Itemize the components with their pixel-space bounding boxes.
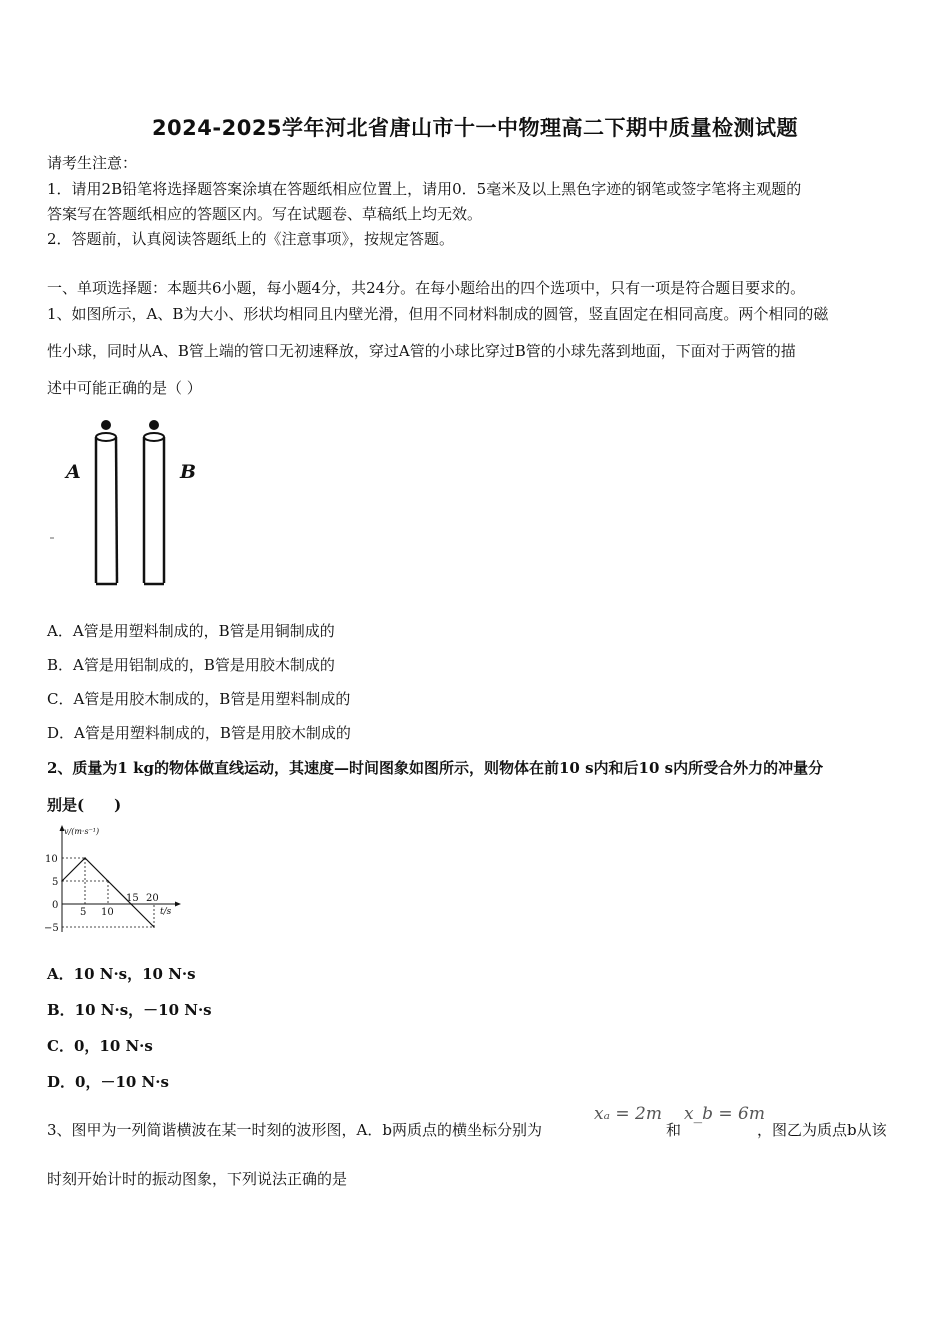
y-tick-label: −5 [44, 923, 59, 934]
q1-option-c: C．A管是用胶木制成的，B管是用塑料制成的 [47, 690, 351, 708]
q1-option-a: A．A管是用塑料制成的，B管是用铜制成的 [47, 622, 335, 640]
y-axis-label: v/(m·s⁻¹) [64, 827, 100, 836]
q2-option-a: A．10 N·s，10 N·s [47, 965, 196, 983]
data-point [107, 880, 109, 882]
label-a: A [66, 461, 81, 483]
tubes-svg [50, 410, 220, 595]
q1-tubes-figure [50, 410, 220, 595]
ball-a [101, 420, 111, 430]
q3-text-line-2: 时刻开始计时的振动图象，下列说法正确的是 [47, 1170, 348, 1188]
q1-text-line-2: 性小球，同时从A、B管上端的管口无初速释放，穿过A管的小球比穿过B管的小球先落到地面，下面对于两管的描 [47, 342, 796, 360]
page-title: 2024-2025学年河北省唐山市十一中物理高二下期中质量检测试题 [151, 116, 799, 140]
q2-option-c: C．0，10 N·s [47, 1037, 153, 1055]
q1-text-line-1: 1、如图所示，A、B为大小、形状均相同且内壁光滑，但用不同材料制成的圆管，竖直固定在相同高度。两个相同的磁 [47, 305, 829, 323]
data-point [84, 857, 86, 859]
q1-option-b: B．A管是用铝制成的，B管是用胶木制成的 [47, 656, 335, 674]
data-point [61, 880, 63, 882]
y-tick-label: 10 [45, 854, 58, 865]
notice-item-1-line-2: 答案写在答题纸相应的答题区内。写在试题卷、草稿纸上均无效。 [47, 205, 483, 223]
q1-text-line-3: 述中可能正确的是（ ） [47, 379, 202, 397]
q3-text-and: 和 [666, 1121, 682, 1139]
q3-formula-xa: xₐ = 2m [594, 1104, 662, 1124]
tube-b-top [144, 433, 164, 441]
x-tick-label: 5 [80, 907, 87, 918]
q3-text-line-1-start: 3、图甲为一列简谐横波在某一时刻的波形图，A．b两质点的横坐标分别为 [47, 1121, 542, 1139]
section-heading: 一、单项选择题：本题共6小题，每小题4分，共24分。在每小题给出的四个选项中，只有一项是符合题目要求的。 [47, 279, 806, 297]
tube-a-top [96, 433, 116, 441]
q2-vt-chart [40, 822, 190, 937]
x-tick-label: 20 [146, 893, 159, 904]
x-tick-label: 10 [101, 907, 114, 918]
y-tick-label: 0 [52, 900, 59, 911]
q2-text-line-2: 别是( ) [47, 796, 122, 814]
notice-item-1-line-1: 1．请用2B铅笔将选择题答案涂填在答题纸相应位置上，请用0．5毫米及以上黑色字迹的钢笔或签字笔将主观题的 [47, 180, 802, 198]
q1-option-d: D．A管是用塑料制成的，B管是用胶木制成的 [47, 724, 351, 742]
ball-b [149, 420, 159, 430]
notice-item-2: 2．答题前，认真阅读答题纸上的《注意事项》，按规定答题。 [47, 230, 455, 248]
vt-chart-svg [40, 822, 190, 937]
q3-formula-xb: x_b = 6m [684, 1104, 765, 1124]
notice-heading: 请考生注意： [47, 154, 138, 172]
x-axis-label: t/s [160, 907, 172, 917]
x-axis-arrow [175, 902, 181, 907]
x-tick-label: 15 [126, 893, 139, 904]
data-point [153, 926, 155, 928]
y-tick-label: 5 [52, 877, 59, 888]
q2-text-line-1: 2、质量为1 kg的物体做直线运动，其速度—时间图象如图所示，则物体在前10 s内和后10 s内所受合外力的冲量分 [47, 759, 824, 777]
q3-text-line-1-end: ，图乙为质点b从该 [757, 1121, 887, 1139]
q2-option-d: D．0，－10 N·s [47, 1073, 169, 1091]
tube-a-right-wall [116, 437, 117, 583]
q2-option-b: B．10 N·s，－10 N·s [47, 1001, 212, 1019]
label-b: B [180, 461, 197, 483]
